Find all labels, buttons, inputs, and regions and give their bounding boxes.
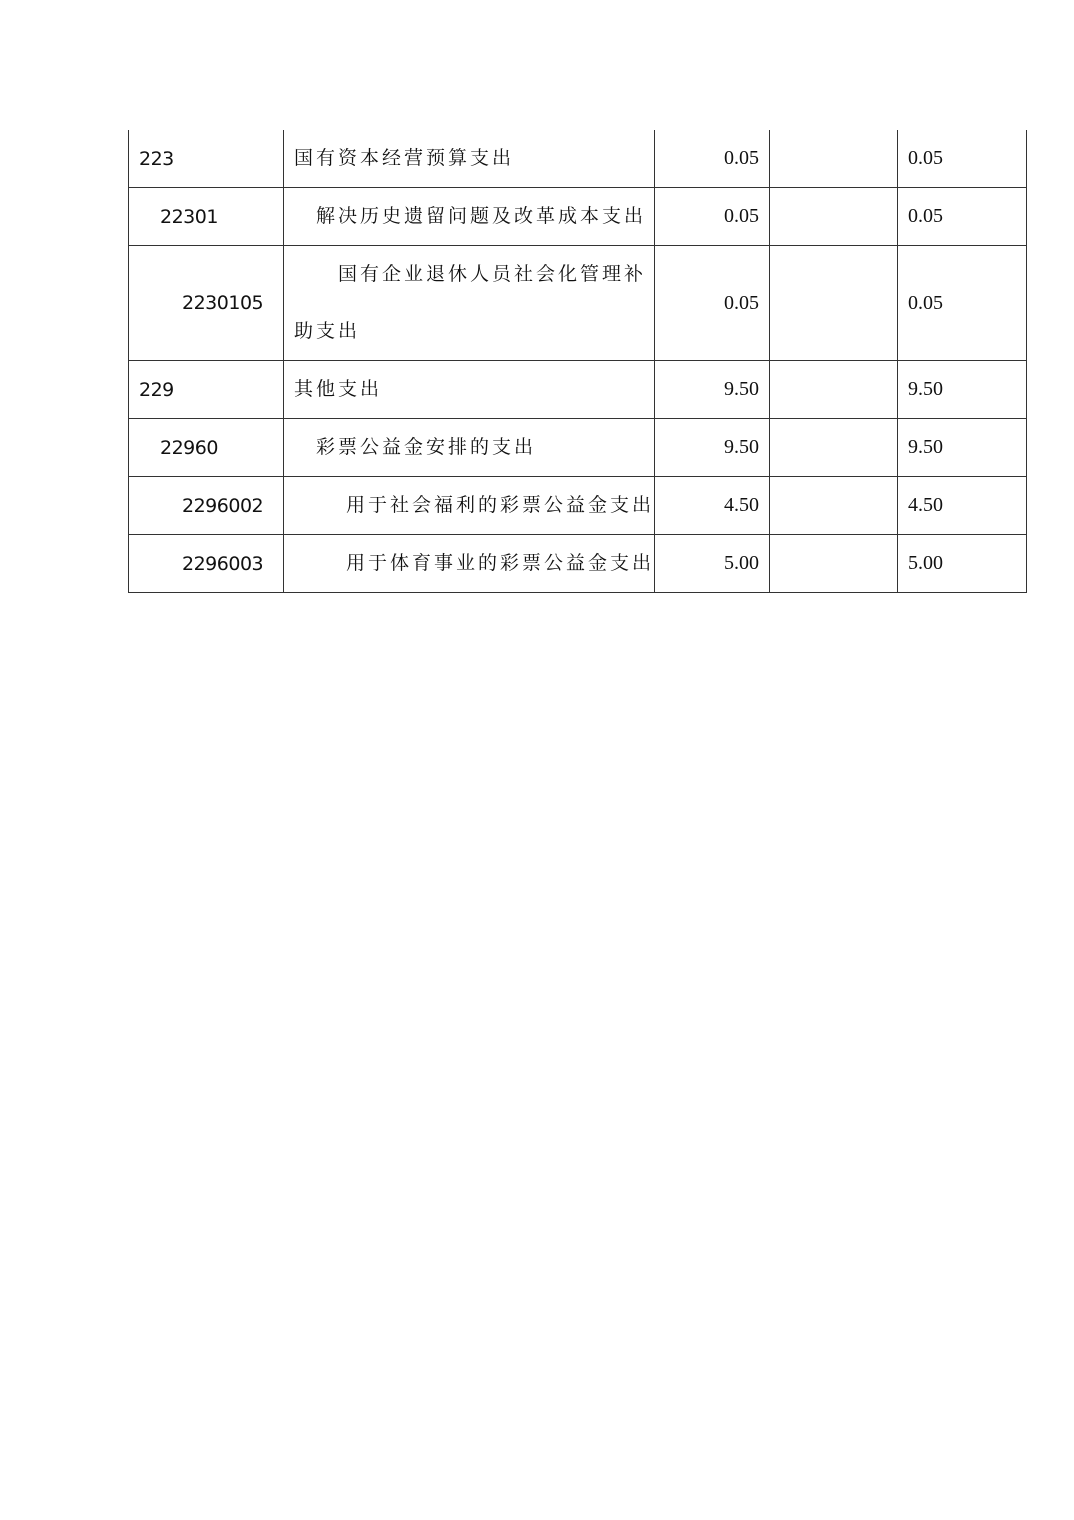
project-expenditure: 0.05 <box>898 130 1027 188</box>
total-amount: 0.05 <box>655 246 770 361</box>
basic-expenditure <box>770 361 898 419</box>
subject-name: 其他支出 <box>284 361 655 419</box>
project-expenditure: 0.05 <box>898 246 1027 361</box>
table-row <box>129 130 1027 188</box>
subject-code: 223 <box>129 130 284 188</box>
basic-expenditure <box>770 477 898 535</box>
basic-expenditure <box>770 188 898 246</box>
table-row <box>129 535 1027 593</box>
basic-expenditure <box>770 535 898 593</box>
project-expenditure: 5.00 <box>898 535 1027 593</box>
budget-expenditure-table <box>128 130 1027 593</box>
subject-code: 229 <box>129 361 284 419</box>
subject-name: 用于体育事业的彩票公益金支出 <box>284 535 655 593</box>
subject-name: 国有企业退休人员社会化管理补助支出 <box>294 263 647 342</box>
subject-name: 解决历史遗留问题及改革成本支出 <box>284 188 655 246</box>
total-amount: 9.50 <box>655 361 770 419</box>
subject-name-cell <box>284 246 655 361</box>
basic-expenditure <box>770 246 898 361</box>
total-amount: 5.00 <box>655 535 770 593</box>
total-amount: 0.05 <box>655 188 770 246</box>
table-row <box>129 246 1027 361</box>
subject-name: 用于社会福利的彩票公益金支出 <box>284 477 655 535</box>
table-row <box>129 477 1027 535</box>
subject-code: 2296003 <box>129 535 284 593</box>
subject-code: 22301 <box>129 188 284 246</box>
total-amount: 0.05 <box>655 130 770 188</box>
table-row <box>129 188 1027 246</box>
table-row <box>129 419 1027 477</box>
basic-expenditure <box>770 130 898 188</box>
project-expenditure: 0.05 <box>898 188 1027 246</box>
project-expenditure: 4.50 <box>898 477 1027 535</box>
subject-code: 22960 <box>129 419 284 477</box>
total-amount: 4.50 <box>655 477 770 535</box>
basic-expenditure <box>770 419 898 477</box>
subject-code: 2230105 <box>129 246 284 361</box>
table-row <box>129 361 1027 419</box>
project-expenditure: 9.50 <box>898 361 1027 419</box>
total-amount: 9.50 <box>655 419 770 477</box>
subject-name: 国有资本经营预算支出 <box>284 130 655 188</box>
subject-name: 彩票公益金安排的支出 <box>284 419 655 477</box>
project-expenditure: 9.50 <box>898 419 1027 477</box>
subject-code: 2296002 <box>129 477 284 535</box>
